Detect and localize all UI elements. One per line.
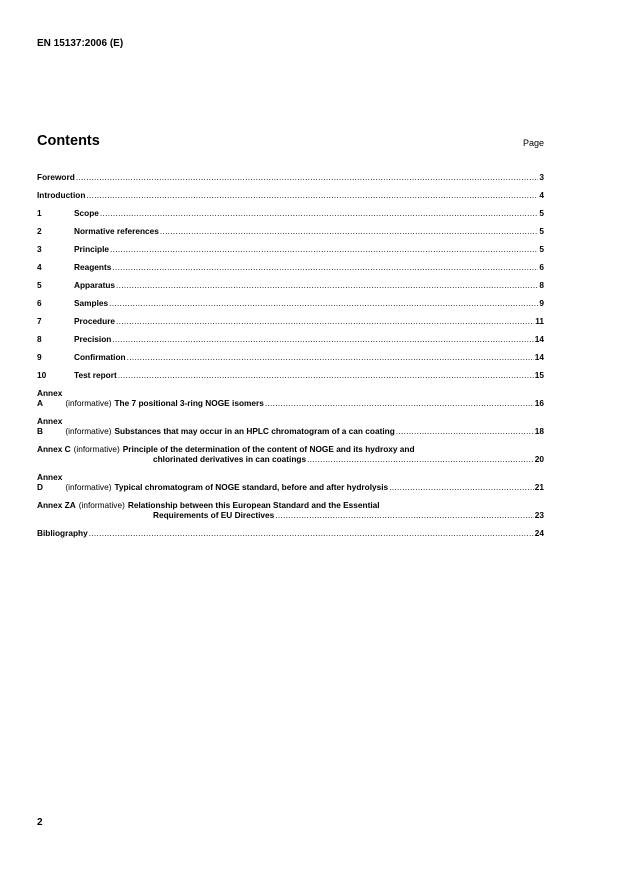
toc-entry-test-report[interactable] xyxy=(37,370,544,380)
toc-entry-annex-za[interactable] xyxy=(37,500,544,520)
toc-entry-number: 8 xyxy=(37,334,42,344)
toc-entry-number: 1 xyxy=(37,208,42,218)
toc-entry-page: 18 xyxy=(534,426,544,436)
toc-entry-page: 9 xyxy=(539,298,544,308)
toc-entry-title: Test report xyxy=(74,370,117,380)
toc-entry-number: 3 xyxy=(37,244,42,254)
toc-entry-number: 10 xyxy=(37,370,47,380)
table-of-contents xyxy=(37,172,544,538)
toc-entry-reagents[interactable] xyxy=(37,262,544,272)
toc-entry-annex-b[interactable] xyxy=(37,416,544,436)
toc-entry-annex-c[interactable] xyxy=(37,444,544,464)
toc-entry-page: 8 xyxy=(539,280,544,290)
toc-entry-title-line2: chlorinated derivatives in can coatings xyxy=(153,454,307,464)
toc-entry-title: Confirmation xyxy=(74,352,126,362)
leader-dots xyxy=(160,226,539,236)
toc-entry-page: 5 xyxy=(539,226,544,236)
leader-dots xyxy=(275,510,534,520)
toc-entry-page: 5 xyxy=(539,208,544,218)
toc-entry-page: 23 xyxy=(534,510,544,520)
toc-entry-normative-references[interactable] xyxy=(37,226,544,236)
toc-entry-title: Bibliography xyxy=(37,528,88,538)
toc-entry-number: 6 xyxy=(37,298,42,308)
toc-entry-title: Foreword xyxy=(37,172,75,182)
page-title: Contents xyxy=(37,133,100,149)
leader-dots xyxy=(100,208,538,218)
leader-dots xyxy=(109,298,538,308)
toc-entry-procedure[interactable] xyxy=(37,316,544,326)
annex-type: (informative) xyxy=(73,444,120,454)
toc-entry-number: 9 xyxy=(37,352,42,362)
annex-id: Annex ZA xyxy=(37,500,76,510)
annex-id: Annex C xyxy=(37,444,71,454)
toc-entry-title: Typical chromatogram of NOGE standard, before and after hydrolysis xyxy=(114,482,389,492)
toc-entry-number: 4 xyxy=(37,262,42,272)
leader-dots xyxy=(265,398,534,408)
leader-dots xyxy=(76,172,539,182)
toc-entry-principle[interactable] xyxy=(37,244,544,254)
leader-dots xyxy=(396,426,534,436)
leader-dots xyxy=(118,370,534,380)
toc-entry-page: 14 xyxy=(534,334,544,344)
toc-entry-title-line2: Requirements of EU Directives xyxy=(153,510,275,520)
toc-entry-page: 4 xyxy=(539,190,544,200)
toc-entry-page: 14 xyxy=(534,352,544,362)
toc-entry-title: Introduction xyxy=(37,190,86,200)
annex-type: (informative) xyxy=(65,398,112,408)
annex-type: (informative) xyxy=(65,482,112,492)
leader-dots xyxy=(89,528,534,538)
annex-id: Annex D xyxy=(37,472,63,492)
toc-entry-page: 15 xyxy=(534,370,544,380)
toc-entry-introduction[interactable] xyxy=(37,190,544,200)
toc-entry-title: Precision xyxy=(74,334,112,344)
toc-entry-apparatus[interactable] xyxy=(37,280,544,290)
toc-entry-page: 6 xyxy=(539,262,544,272)
annex-id: Annex B xyxy=(37,416,63,436)
annex-type: (informative) xyxy=(78,500,125,510)
toc-entry-number: 7 xyxy=(37,316,42,326)
toc-entry-title: Substances that may occur in an HPLC chromatogram of a can coating xyxy=(114,426,395,436)
toc-entry-scope[interactable] xyxy=(37,208,544,218)
annex-type: (informative) xyxy=(65,426,112,436)
toc-entry-title: Procedure xyxy=(74,316,116,326)
page-number: 2 xyxy=(37,817,43,828)
toc-entry-page: 3 xyxy=(539,172,544,182)
leader-dots xyxy=(116,280,538,290)
toc-entry-page: 21 xyxy=(534,482,544,492)
toc-entry-title: Samples xyxy=(74,298,109,308)
toc-entry-precision[interactable] xyxy=(37,334,544,344)
toc-entry-title: Scope xyxy=(74,208,99,218)
leader-dots xyxy=(116,316,534,326)
leader-dots xyxy=(110,244,538,254)
leader-dots xyxy=(127,352,534,362)
page-column-label: Page xyxy=(522,138,544,148)
leader-dots xyxy=(112,334,533,344)
toc-entry-samples[interactable] xyxy=(37,298,544,308)
toc-entry-confirmation[interactable] xyxy=(37,352,544,362)
toc-entry-page: 16 xyxy=(534,398,544,408)
toc-entry-title: The 7 positional 3-ring NOGE isomers xyxy=(114,398,264,408)
document-header: EN 15137:2006 (E) xyxy=(37,38,124,49)
toc-entry-foreword[interactable] xyxy=(37,172,544,182)
toc-entry-title-line1: Relationship between this European Standard and the Essential xyxy=(127,500,380,510)
leader-dots xyxy=(307,454,534,464)
toc-entry-title: Reagents xyxy=(74,262,112,272)
toc-entry-page: 20 xyxy=(534,454,544,464)
toc-entry-title: Normative references xyxy=(74,226,159,236)
leader-dots xyxy=(86,190,538,200)
toc-entry-title: Principle xyxy=(74,244,110,254)
toc-entry-annex-d[interactable] xyxy=(37,472,544,492)
toc-entry-number: 2 xyxy=(37,226,42,236)
leader-dots xyxy=(112,262,538,272)
annex-id: Annex A xyxy=(37,388,63,408)
toc-entry-bibliography[interactable] xyxy=(37,528,544,538)
leader-dots xyxy=(389,482,534,492)
toc-entry-page: 24 xyxy=(534,528,544,538)
toc-entry-title: Apparatus xyxy=(74,280,116,290)
toc-entry-page: 11 xyxy=(535,316,544,326)
toc-entry-title-line1: Principle of the determination of the content of NOGE and its hydroxy and xyxy=(122,444,415,454)
toc-entry-annex-a[interactable] xyxy=(37,388,544,408)
toc-entry-page: 5 xyxy=(539,244,544,254)
toc-entry-number: 5 xyxy=(37,280,42,290)
